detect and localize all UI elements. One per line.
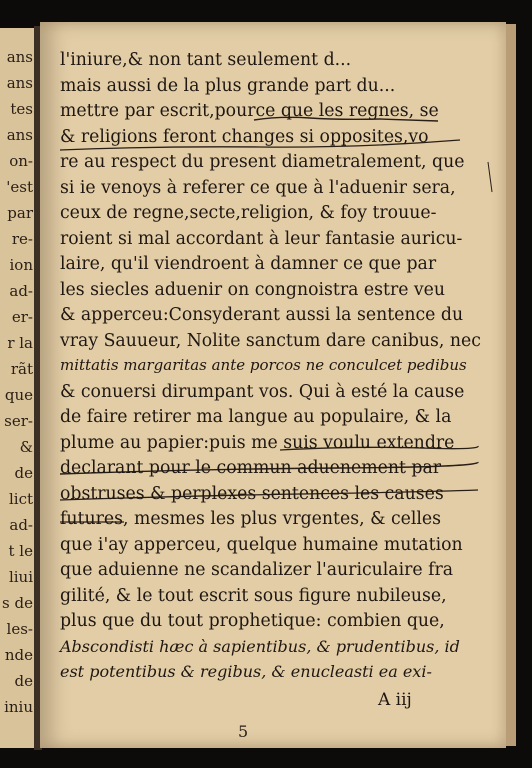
text-line: roient si mal accordant à leur fantasie auricu-: [60, 229, 463, 249]
left-fragment: 'est: [6, 178, 33, 196]
text-line: mais aussi de la plus grande part du...: [60, 76, 396, 96]
text-line: si ie venoys à referer ce que à l'aduenir sera,: [60, 178, 456, 198]
text-line: mettre par escrit,pource que les regnes, se: [60, 101, 439, 121]
text-line: re au respect du present diametralement, que: [60, 152, 465, 172]
signature-mark: A iij: [378, 690, 412, 710]
text-line-italic: mittatis margaritas ante porcos ne conculcet pedibus: [60, 356, 467, 374]
text-line: obstruses & perplexes sentences les causes: [60, 484, 444, 504]
left-fragment: par: [7, 204, 33, 222]
left-fragment: ad-: [9, 516, 33, 534]
text-line: de faire retirer ma langue au populaire, & la: [60, 407, 452, 427]
left-fragment: r la: [7, 334, 33, 352]
left-fragment: lict: [8, 490, 33, 508]
left-facing-page: [0, 28, 36, 748]
left-fragment: ad-: [9, 282, 33, 300]
text-line: que aduienne ne scandalizer l'auriculaire fra: [60, 560, 454, 580]
left-fragment: ans: [6, 126, 33, 144]
text-line: futures, mesmes les plus vrgentes, & celles: [60, 509, 441, 529]
left-fragment: &: [19, 438, 33, 456]
left-fragment: de: [14, 672, 33, 690]
left-fragment: tes: [10, 100, 33, 118]
left-fragment: t le: [8, 542, 33, 560]
text-line: gilité, & le tout escrit sous figure nubileuse,: [60, 586, 447, 606]
left-fragment: ans: [6, 74, 33, 92]
text-line: les siecles aduenir on congnoistra estre veu: [60, 280, 446, 300]
text-line: que i'ay apperceu, quelque humaine mutation: [60, 535, 463, 555]
left-fragment: nde: [4, 646, 33, 664]
left-fragment: er-: [11, 308, 33, 326]
text-line-italic: Abscondisti hæc à sapientibus, & prudentibus, id: [60, 637, 460, 656]
left-fragment: ser-: [4, 412, 33, 430]
folio-number: 5: [238, 722, 249, 741]
left-fragment: rãt: [10, 360, 33, 378]
left-fragment: que: [4, 386, 33, 404]
left-fragment: on-: [9, 152, 33, 170]
text-line: & apperceu:Consyderant aussi la sentence du: [60, 305, 464, 325]
left-fragment: iniu: [4, 698, 33, 716]
text-line-italic: est potentibus & regibus, & enucleasti ea exi-: [60, 662, 432, 681]
left-fragment: les-: [6, 620, 33, 638]
left-fragment: liui: [8, 568, 33, 586]
left-fragment: ion: [9, 256, 33, 274]
text-line: l'iniure,& non tant seulement d...: [60, 50, 352, 70]
right-page: [40, 22, 506, 748]
text-line: plus que du tout prophetique: combien que,: [60, 611, 445, 631]
text-line: declarant pour le commun aduenement par: [60, 458, 442, 478]
left-fragment: ans: [6, 48, 33, 66]
left-fragment: re-: [11, 230, 33, 248]
text-line: & religions feront changes si opposites,vo: [60, 127, 429, 147]
text-line: plume au papier:puis me suis voulu extendre: [60, 433, 455, 453]
text-line: laire, qu'il viendroent à damner ce que par: [60, 254, 437, 274]
text-line: vray Sauueur, Nolite sanctum dare canibus, nec: [60, 331, 481, 351]
text-line: & conuersi dirumpant vos. Qui à esté la cause: [60, 382, 465, 402]
page-edge: [506, 24, 516, 746]
left-fragment: de: [14, 464, 33, 482]
text-line: ceux de regne,secte,religion, & foy trouue-: [60, 203, 437, 223]
left-fragment: s de: [2, 594, 33, 612]
